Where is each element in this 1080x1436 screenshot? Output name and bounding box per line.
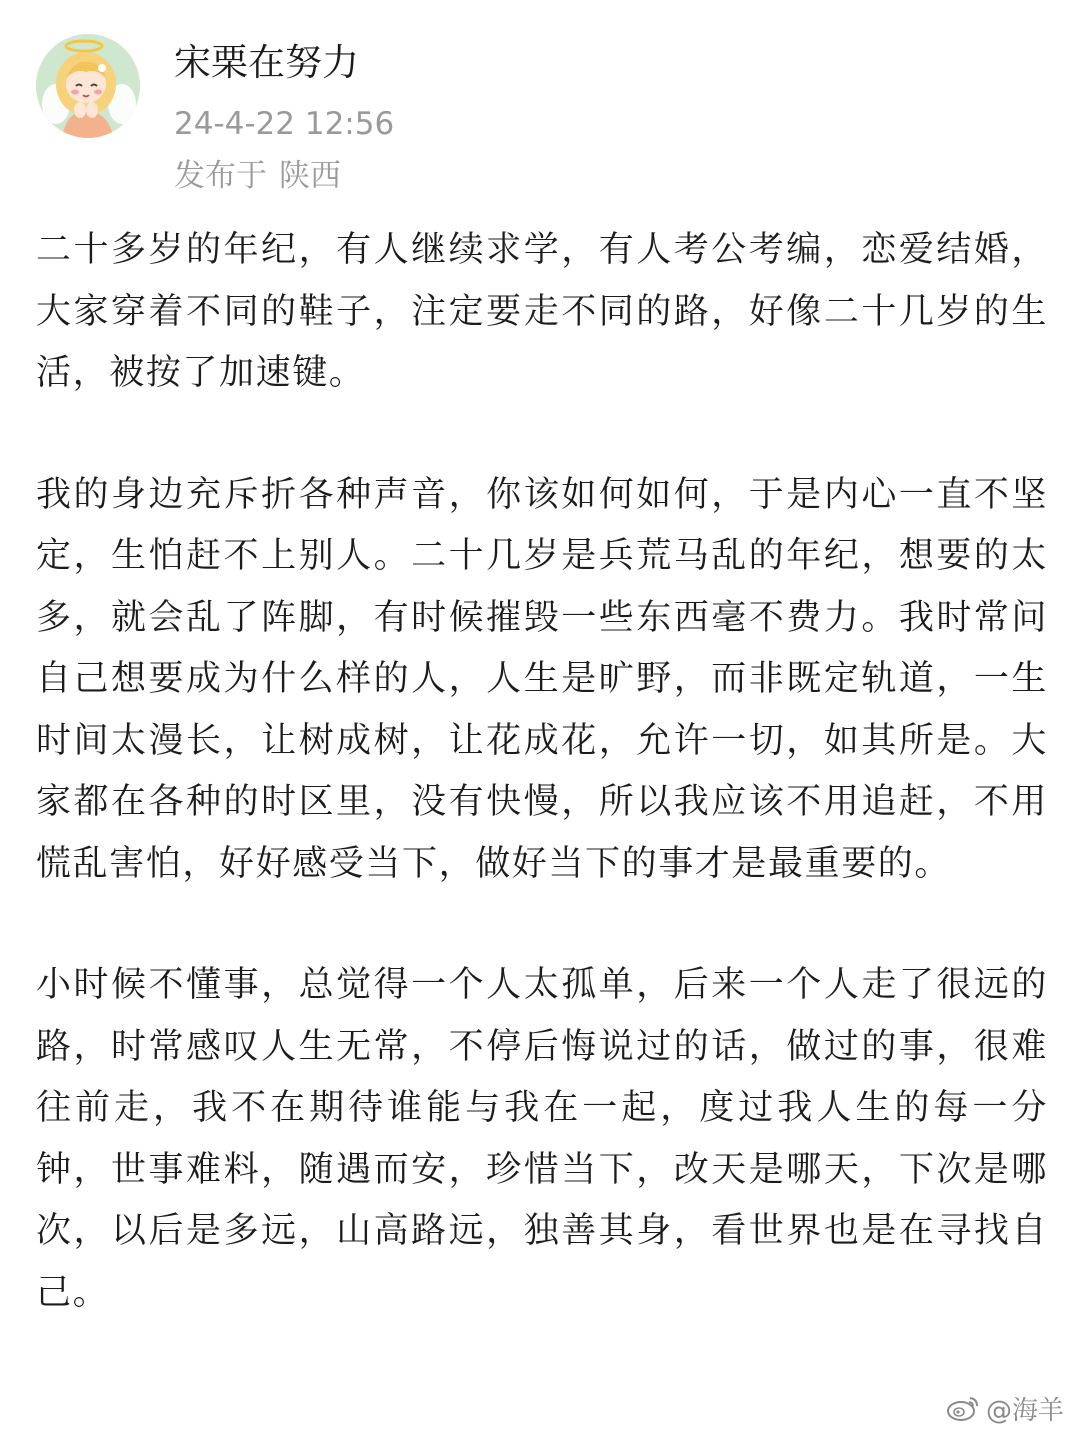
post-paragraph-1: 二十多岁的年纪，有人继续求学，有人考公考编，恋爱结婚，大家穿着不同的鞋子，注定要走不同的路，好像二十几岁的生活，被按了加速键。 bbox=[36, 230, 1048, 393]
watermark-text: @海羊 bbox=[985, 1395, 1064, 1426]
author-name[interactable]: 宋栗在努力 bbox=[174, 41, 359, 84]
post-location bbox=[174, 154, 341, 198]
post-header bbox=[36, 32, 1046, 202]
post-paragraph-2: 我的身边充斥折各种声音，你该如何如何，于是内心一直不坚定，生怕赶不上别人。二十几岁是兵荒马乱的年纪，想要的太多，就会乱了阵脚，有时候摧毁一些东西毫不费力。我时常问自己想要成为什么样的人，人生是旷野，而非既定轨道，一生时间太漫长，让树成树，让花成花，允许一切，如其所是。大家都在各种的时区里，没有快慢，所以我应该不用追赶，不用慌乱害怕，好好感受当下，做好当下的事才是最重要的。 bbox=[36, 474, 1048, 884]
weibo-logo-icon bbox=[946, 1394, 980, 1422]
avatar[interactable] bbox=[36, 34, 140, 138]
post-timestamp: 24-4-22 12:56 bbox=[174, 106, 395, 142]
angel-girl-avatar-icon bbox=[36, 34, 140, 138]
post-paragraph-3: 小时候不懂事，总觉得一个人太孤单，后来一个人走了很远的路，时常感叹人生无常，不停后悔说过的话，做过的事，很难往前走，我不在期待谁能与我在一起，度过我人生的每一分钟，世事难料，随遇而安，珍惜当下，改天是哪天，下次是哪次，以后是多远，山高路远，独善其身，看世界也是在寻找自己。 bbox=[36, 965, 1048, 1313]
weibo-watermark bbox=[946, 1388, 1064, 1428]
post-body bbox=[36, 220, 1048, 1384]
location-name: 陕西 bbox=[279, 158, 341, 194]
location-prefix: 发布于 bbox=[174, 158, 267, 194]
